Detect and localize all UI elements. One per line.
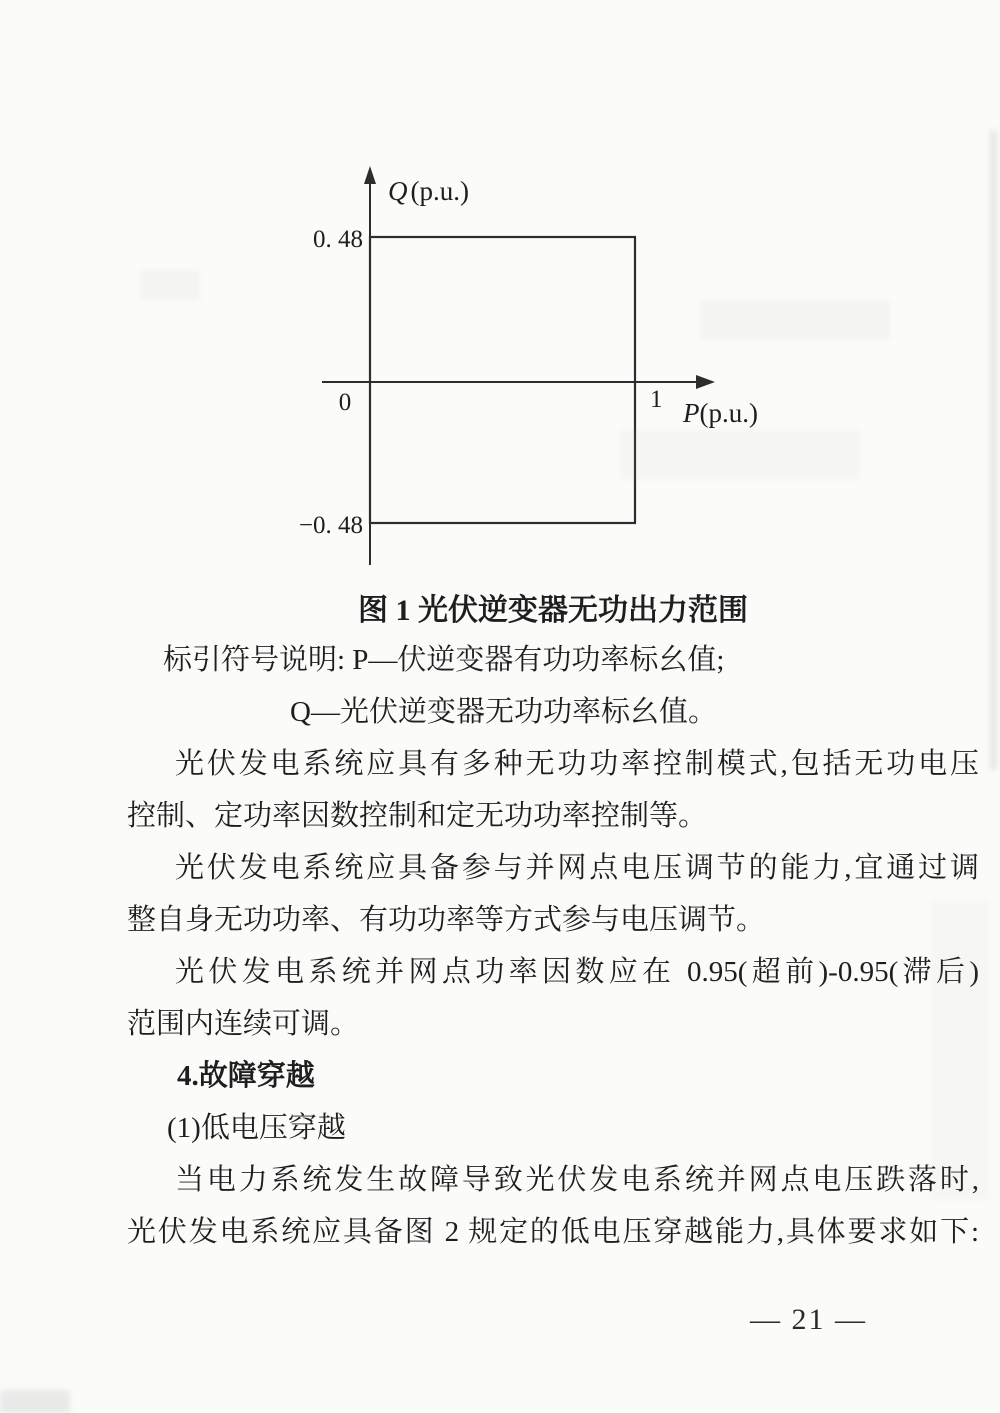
paragraph-1-line-2: 控制、定功率因数控制和定无功功率控制等。: [127, 800, 708, 832]
symbol-legend-line-q: Q—光伏逆变器无功功率标幺值。: [290, 696, 717, 728]
y-axis-arrow-icon: [364, 166, 376, 184]
figure-1-block: [0, 0, 1000, 588]
paragraph-2-line-2: 整自身无功功率、有功功率等方式参与电压调节。: [127, 904, 766, 936]
reactive-power-region: [370, 237, 635, 523]
x-tick-one: 1: [650, 386, 663, 413]
page-number: — 21 —: [750, 1303, 867, 1336]
paragraph-4-line-1: 当电力系统发生故障导致光伏发电系统并网点电压跌落时,: [175, 1164, 979, 1196]
y-tick-top: 0. 48: [313, 226, 363, 253]
paragraph-3-line-2: 范围内连续可调。: [127, 1008, 360, 1040]
symbol-legend-line-p: 标引符号说明: P—伏逆变器有功功率标幺值;: [163, 644, 725, 676]
pq-region-chart: [283, 160, 763, 572]
origin-tick: 0: [338, 389, 352, 416]
document-body: [127, 588, 979, 1258]
figure-caption: 图 1 光伏逆变器无功出力范围: [358, 594, 748, 627]
section-heading-4: 4.故障穿越: [177, 1060, 315, 1092]
y-tick-bottom: −0. 48: [298, 512, 363, 539]
paragraph-3-line-1: 光伏发电系统并网点功率因数应在 0.95(超前)-0.95(滞后): [175, 956, 979, 988]
scan-artifact: [0, 1390, 70, 1413]
y-axis-label: Q (p.u.): [388, 176, 469, 206]
x-axis-label: P(p.u.): [683, 398, 758, 428]
x-axis-arrow-icon: [696, 375, 715, 389]
paragraph-2-line-1: 光伏发电系统应具备参与并网点电压调节的能力,宜通过调: [175, 852, 979, 884]
paragraph-4-line-2: 光伏发电系统应具备图 2 规定的低电压穿越能力,具体要求如下:: [127, 1216, 979, 1248]
subsection-heading-1: (1)低电压穿越: [167, 1112, 346, 1144]
paragraph-1-line-1: 光伏发电系统应具有多种无功功率控制模式,包括无功电压: [175, 748, 979, 780]
